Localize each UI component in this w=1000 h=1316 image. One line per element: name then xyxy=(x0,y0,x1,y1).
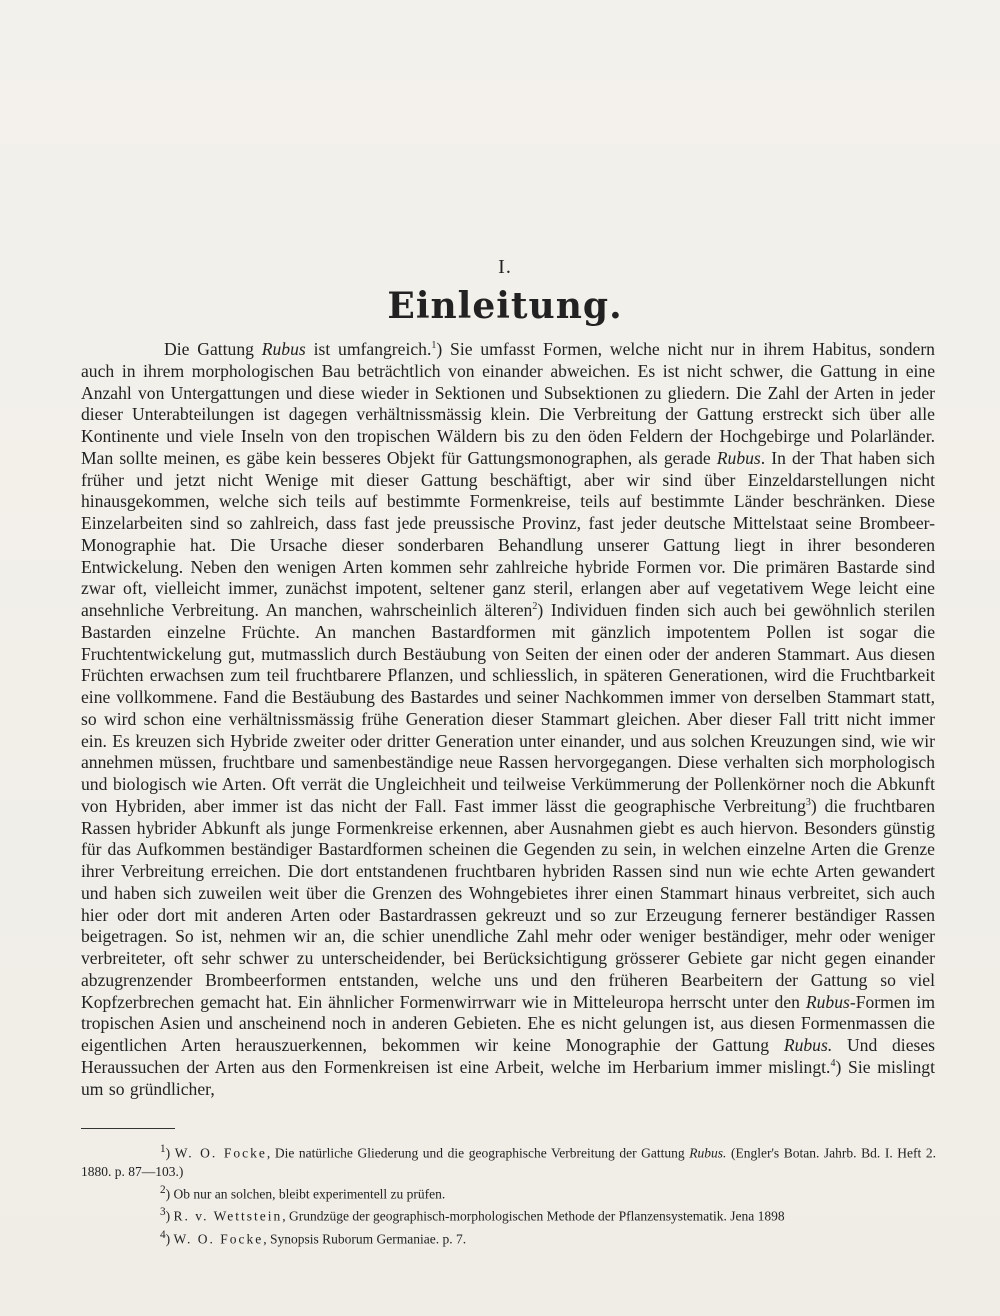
footnote-4: $^4$) W. O. Focke, Synopsis Ruborum Germaniae. p. 7. xyxy=(160,1228,467,1246)
text-run: -Formen im tropischen Asien und anscheinend noch in anderen Gebieten. Ehe es nicht gelungen ist, aus diesen Formenmassen die eigentlichen Arten herauszuerkennen, bekommen wir keine Monographie der Gattung xyxy=(81,991,936,1055)
footnote-text: , Synopsis Ruborum Germaniae. p. 7. xyxy=(263,1231,467,1246)
footnote-text: (Engler's Botan. Jahrb. Bd. I. Heft 2. 1880. p. 87—103.) xyxy=(81,1145,936,1179)
footnote-ref-3: 3 xyxy=(805,796,811,808)
italic-genus: Rubus xyxy=(261,339,306,359)
body-paragraph xyxy=(81,339,935,1100)
italic-genus: Rubus xyxy=(716,447,761,468)
footnote-divider xyxy=(81,1128,175,1129)
footnote-mark: 4 xyxy=(160,1228,166,1241)
chapter-title: Einleitung. xyxy=(387,285,623,327)
footnote-italic: Rubus. xyxy=(689,1145,727,1161)
footnote-text: , Grundzüge der geographisch-morphologischen Methode der Pflanzensystematik. Jena 1898 xyxy=(282,1208,785,1224)
footnote-text: Ob nur an solchen, bleibt experimentell zu prüfen. xyxy=(173,1186,446,1201)
footnote-author: W. O. Focke xyxy=(174,1145,267,1161)
italic-genus: Rubus xyxy=(805,991,850,1012)
footnote-2: $^2$) Ob nur an solchen, bleibt experimentell zu prüfen. xyxy=(160,1183,446,1201)
text-run: Die Gattung xyxy=(164,339,262,359)
footnote-ref-1: 1 xyxy=(431,340,437,352)
footnote-ref-2: 2 xyxy=(532,601,538,613)
footnote-1: $^1$) W. O. Focke, Die natürliche Gliederung und die geographische Verbreitung der Gattung Rubus. (Engler's Botan. Jahrb. Bd. I. Heft 2. 1880. p. 87—103.) xyxy=(81,1143,936,1179)
text-run: ) die fruchtbaren Rassen hybrider Abkunft als junge Formenkreise erkennen, aber Ausnahmen giebt es auch hiervon. Besonders günstig für das Aufkommen beständiger Bastardformen scheinen die Gegenden zu sein, in welchen einzelne Arten die Grenze ihrer Verbreitung erreichen. Die dort entstandenen fruchtbaren hybriden Rassen sind nun wie echte Arten gewandert und haben sich zuweilen weit über die Grenzen des Wohngebietes ihrer einen Stammart hinaus verbreitet, sich auch hier oder dort mit anderen Arten oder Bastardrassen gekreuzt und so zur Erzeugung fernerer beständiger Rassen beigetragen. So ist, nehmen wir an, die schier unendliche Zahl mehr oder weniger beständiger, mehr oder weniger verbreiteter, oft sehr schwer zu unterscheidender, bei Berücksichtigung grösserer Gebiete gar nicht gegen einander abzugrenzender Brombeerformen entstanden, welche uns und den früheren Bearbeitern der Gattung so viel Kopfzerbrechen gemacht hat. Ein ähnlicher Formenwirrwarr wie in Mitteleuropa herrscht unter den xyxy=(81,795,935,1012)
footnotes xyxy=(81,1140,936,1248)
text-run: Und dieses Heraussuchen der Arten aus den Formenkreisen ist eine Arbeit, welche im Herbarium immer mislingt. xyxy=(81,1035,936,1077)
text-run: ) Sie mislingt um so gründlicher, xyxy=(81,1056,935,1099)
text-run: ist umfangreich. xyxy=(305,339,432,359)
footnote-author: R. v. Wettstein xyxy=(173,1208,283,1224)
footnote-mark: 3 xyxy=(160,1206,166,1218)
footnote-mark: 2 xyxy=(160,1183,166,1196)
text-run: ) Sie umfasst Formen, welche nicht nur in ihrem Habitus, sondern auch in ihrem morphologischen Bau beträchtlich von einander abweichen. Es ist nicht schwer, die Gattung in eine Anzahl von Untergattungen und diese wieder in Sektionen und Subsektionen zu gliedern. Die Zahl der Arten in jeder dieser Unterabteilungen ist dagegen verhältnissmässig klein. Die Verbreitung der Gattung erstreckt sich über alle Kontinente und viele Inseln von den tropischen Wäldern bis zu den öden Feldern der Hochgebirge und Polarländer. Man sollte meinen, es gäbe kein besseres Objekt für Gattungsmonographen, als gerade xyxy=(81,339,935,468)
chapter-number: I. xyxy=(498,256,512,278)
footnote-text: , Die natürliche Gliederung und die geographische Verbreitung der Gattung xyxy=(266,1145,690,1161)
text-run: . In der That haben sich früher und jetzt nicht Wenige mit dieser Gattung beschäftigt, aber wir sind über Einzeldarstellungen nicht hinausgekommen, welche sich teils auf bestimmte Formenkreise, teils auf bestimmte Länder beschränken. Diese Einzelarbeiten sind so zahlreich, dass fast jede preussische Provinz, fast jeder deutsche Mittelstaat seine Brombeer-Monographie hat. Die Ursache dieser sonderbaren Behandlung unserer Gattung liegt in ihrer besonderen Entwickelung. Neben den wenigen Arten kommen sehr zahlreiche hybride Formen vor. Die primären Bastarde sind zwar oft, vielleicht immer, zunächst impotent, seltener ganz steril, erlangen aber auf vegetativem Wege leicht eine ansehnliche Verbreitung. An manchen, wahrscheinlich älteren xyxy=(81,447,935,620)
footnote-mark: 1 xyxy=(160,1143,166,1155)
footnote-ref-4: 4 xyxy=(830,1057,836,1069)
italic-genus: Rubus. xyxy=(783,1035,833,1055)
text-run: ) Individuen finden sich auch bei gewöhnlich sterilen Bastarden einzelne Früchte. An manchen Bastardformen mit gänzlich impotentem Pollen ist sogar die Fruchtentwickelung gut, mutmasslich durch Bestäubung von Seiten der einen oder der anderen Stammart. Aus diesen Früchten erwachsen zum teil fruchtbarere Pflanzen, und schliesslich, in späteren Generationen, wird die Fruchtbarkeit eine vollkommene. Fand die Bestäubung des Bastardes und seiner Nachkommen immer von derselben Stammart statt, so wird schon eine verhältnissmässig frühe Generation dieser Stammart gleichen. Aber dieser Fall tritt nicht immer ein. Es kreuzen sich Hybride zweiter oder dritter Generation unter einander, und aus solchen Kreuzungen sind, wie wir annehmen müssen, fruchtbare und samenbeständige neue Rassen hervorgegangen. Diese verhalten sich morphologisch und biologisch wie Arten. Oft verrät die Ungleichheit und teilweise Verkümmerung der Pollenkörner noch die Abkunft von Hybriden, aber immer ist das nicht der Fall. Fast immer lässt die geographische Verbreitung xyxy=(81,600,935,816)
footnote-3: $^3$) R. v. Wettstein, Grundzüge der geographisch-morphologischen Methode der Pflanzensystematik. Jena 1898 xyxy=(160,1206,785,1224)
footnote-author: W. O. Focke xyxy=(173,1231,264,1246)
